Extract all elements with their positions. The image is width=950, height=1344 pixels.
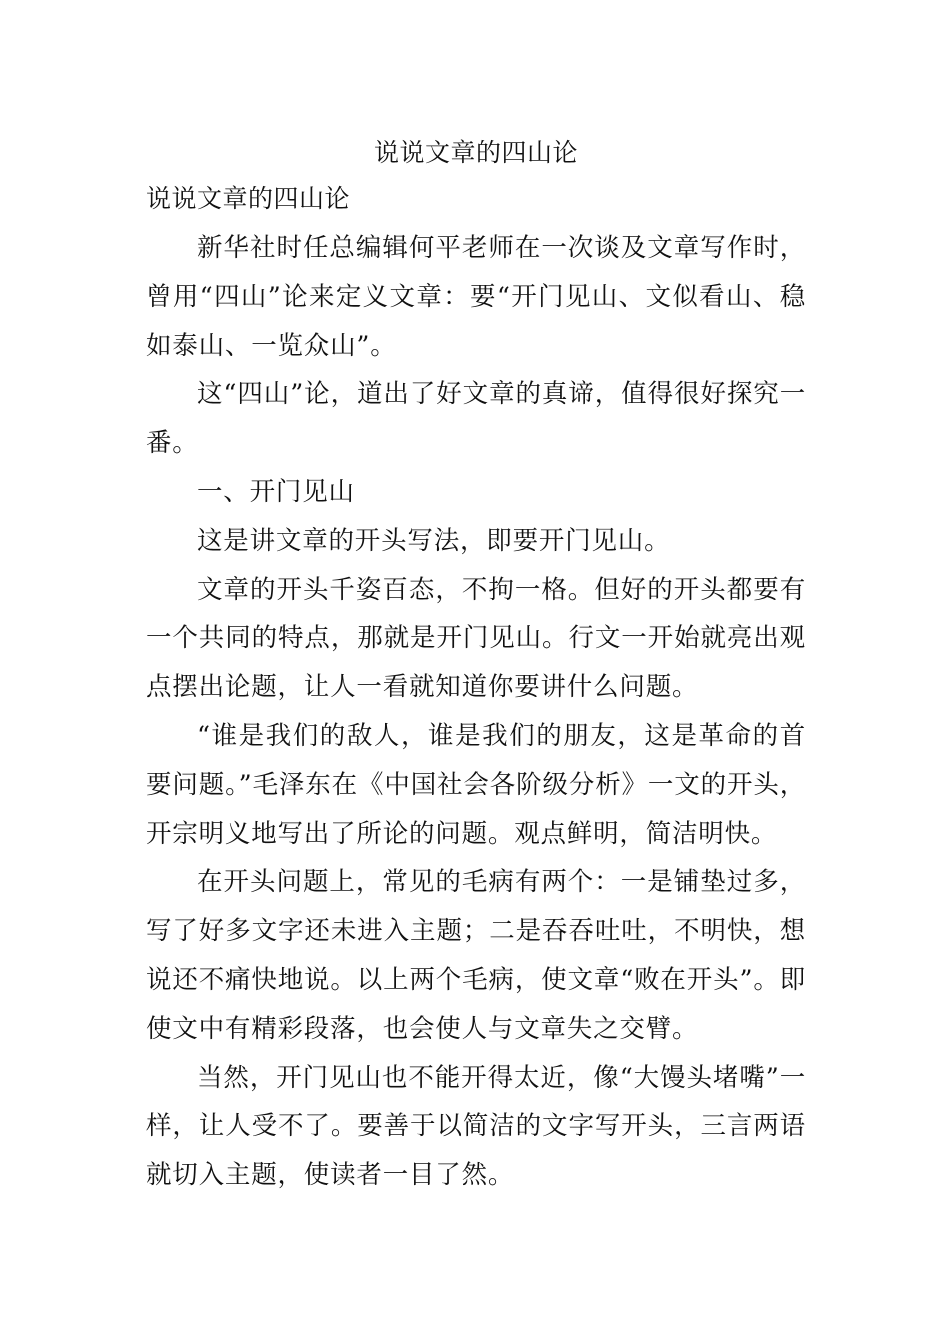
paragraph-mao-quote: “谁是我们的敌人，谁是我们的朋友，这是革命的首要问题。”毛泽东在《中国社会各阶级分析》一文的开头，开宗明义地写出了所论的问题。观点鲜明，简洁明快。	[146, 720, 806, 849]
paragraph-opening-method: 这是讲文章的开头写法，即要开门见山。	[197, 525, 671, 556]
document-page	[146, 130, 806, 1200]
paragraph-truth: 这“四山”论，道出了好文章的真谛，值得很好探究一番。	[146, 379, 806, 459]
document-title: 说说文章的四山论	[373, 138, 578, 167]
section-heading-1: 一、开门见山	[197, 476, 355, 507]
paragraph-common-flaws: 在开头问题上，常见的毛病有两个：一是铺垫过多，写了好多文字还未进入主题；二是吞吞吐吐，不明快，想说还不痛快地说。以上两个毛病，使文章“败在开头”。即使文中有精彩段落，也会使人与文章失之交臂。	[146, 867, 806, 1044]
paragraph-opening-styles: 文章的开头千姿百态，不拘一格。但好的开头都要有一个共同的特点，那就是开门见山。行文一开始就亮出观点摆出论题，让人一看就知道你要讲什么问题。	[146, 574, 806, 703]
paragraph-not-too-close: 当然，开门见山也不能开得太近，像“大馒头堵嘴”一样，让人受不了。要善于以简洁的文字写开头，三言两语就切入主题，使读者一目了然。	[146, 1062, 806, 1191]
document-subtitle: 说说文章的四山论	[146, 184, 351, 213]
paragraph-intro: 新华社时任总编辑何平老师在一次谈及文章写作时，曾用“四山”论来定义文章：要“开门见山、文似看山、稳如泰山、一览众山”。	[146, 233, 806, 361]
